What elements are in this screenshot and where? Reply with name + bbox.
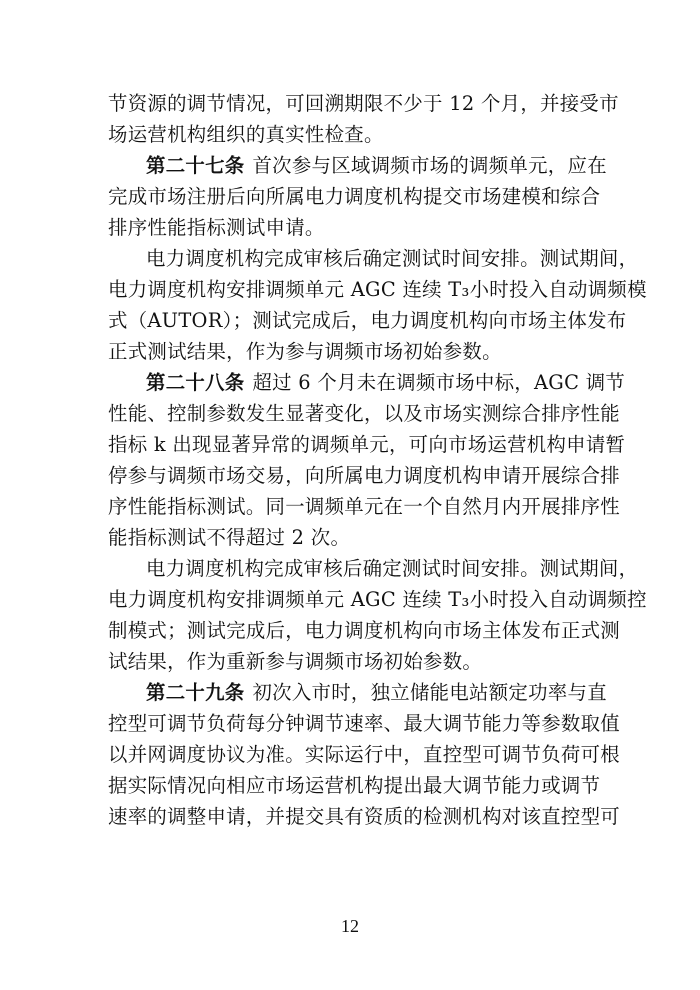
text-line: 节资源的调节情况，可回溯期限不少于 12 个月，并接受市 xyxy=(108,92,619,115)
article-heading: 第二十九条 xyxy=(146,681,245,704)
article-heading: 第二十七条 xyxy=(146,154,245,177)
text-line: 指标 k 出现显著异常的调频单元，可向市场运营机构申请暂 xyxy=(108,433,626,456)
text-line: 控型可调节负荷每分钟调节速率、最大调节能力等参数取值 xyxy=(108,712,620,735)
text-line: 正式测试结果，作为参与调频市场初始参数。 xyxy=(108,340,502,363)
text-line: 电力调度机构完成审核后确定测试时间安排。测试期间， xyxy=(146,247,639,270)
text-line: 排序性能指标测试申请。 xyxy=(108,216,325,239)
text-line: 首次参与区域调频市场的调频单元，应在 xyxy=(252,154,607,177)
paragraph xyxy=(108,553,647,677)
article-27 xyxy=(108,150,607,243)
text-line: 完成市场注册后向所属电力调度机构提交市场建模和综合 xyxy=(108,185,601,208)
text-line: 能指标测试不得超过 2 次。 xyxy=(108,526,351,549)
text-line: 以并网调度协议为准。实际运行中，直控型可调节负荷可根 xyxy=(108,743,620,766)
text-line: 式（AUTOR）；测试完成后，电力调度机构向市场主体发布 xyxy=(108,309,627,332)
text-line: 场运营机构组织的真实性检查。 xyxy=(108,123,384,146)
text-line: 停参与调频市场交易，向所属电力调度机构申请开展综合排 xyxy=(108,464,620,487)
article-heading: 第二十八条 xyxy=(146,371,245,394)
page-number: 12 xyxy=(341,916,359,936)
text-line: 超过 6 个月未在调频市场中标，AGC 调节 xyxy=(252,371,626,394)
text-line: 电力调度机构安排调频单元 AGC 连续 T₃小时投入自动调频模 xyxy=(108,278,647,301)
text-line: 电力调度机构完成审核后确定测试时间安排。测试期间， xyxy=(146,557,639,580)
paragraph xyxy=(108,243,647,367)
article-29 xyxy=(108,677,620,832)
text-line: 速率的调整申请，并提交具有资质的检测机构对该直控型可 xyxy=(108,805,620,828)
text-line: 初次入市时，独立储能电站额定功率与直 xyxy=(252,681,607,704)
article-28 xyxy=(108,367,626,553)
text-line: 序性能指标测试。同一调频单元在一个自然月内开展排序性 xyxy=(108,495,620,518)
text-line: 据实际情况向相应市场运营机构提出最大调节能力或调节 xyxy=(108,774,601,797)
text-line: 试结果，作为重新参与调频市场初始参数。 xyxy=(108,650,483,673)
text-line: 电力调度机构安排调频单元 AGC 连续 T₃小时投入自动调频控 xyxy=(108,588,647,611)
text-line: 性能、控制参数发生显著变化，以及市场实测综合排序性能 xyxy=(108,402,620,425)
body-text xyxy=(108,88,647,832)
paragraph-continuation xyxy=(108,88,619,150)
text-line: 制模式；测试完成后，电力调度机构向市场主体发布正式测 xyxy=(108,619,620,642)
